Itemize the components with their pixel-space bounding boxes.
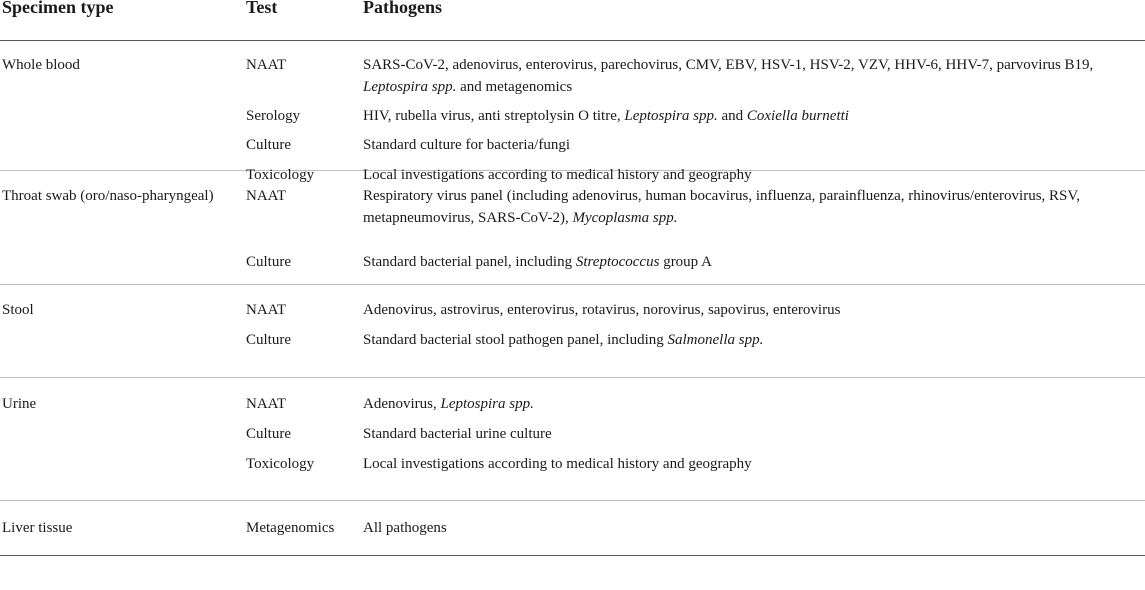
pathogen-name-italic: Coxiella burnetti [746, 108, 849, 124]
pathogens-cell [363, 185, 1145, 229]
pathogen-text: Standard culture for bacteria/fungi [363, 137, 570, 153]
pathogen-name-italic: Streptococcus [575, 254, 660, 270]
pathogens-cell [363, 105, 1145, 127]
pathogens-cell [363, 453, 1145, 475]
test-cell: Culture [246, 332, 291, 348]
pathogen-text: SARS-CoV-2, adenovirus, enterovirus, parechovirus, CMV, EBV, HSV-1, HSV-2, VZV, HHV-6, HHV-7, parvovirus B19, [363, 57, 1094, 73]
pathogen-text: All pathogens [363, 520, 447, 536]
specimen-type-cell: Stool [2, 302, 34, 318]
pathogen-name-italic: Mycoplasma spp. [572, 210, 678, 226]
header-specimen-type: Specimen type [2, 0, 114, 17]
pathogen-text: Adenovirus, [363, 396, 441, 412]
pathogens-cell [363, 393, 1145, 415]
pathogens-cell [363, 134, 1145, 156]
pathogen-text: Standard bacterial stool pathogen panel, including [363, 332, 668, 348]
test-cell: NAAT [246, 396, 286, 412]
pathogen-name-italic: Leptospira spp. [440, 396, 534, 412]
pathogen-name-italic: Leptospira spp. [363, 79, 457, 95]
test-cell: Serology [246, 108, 301, 124]
test-cell: Toxicology [246, 456, 315, 472]
pathogen-name-italic: Salmonella spp. [667, 332, 764, 348]
pathogens-cell [363, 54, 1145, 98]
pathogen-text: Standard bacterial urine culture [363, 426, 552, 442]
pathogen-text: Standard bacterial panel, including [363, 254, 576, 270]
pathogen-text: Adenovirus, astrovirus, enterovirus, rotavirus, norovirus, sapovirus, enterovirus [363, 302, 841, 318]
pathogen-text: and metagenomics [456, 79, 573, 95]
pathogen-text: HIV, rubella virus, anti streptolysin O titre, [363, 108, 625, 124]
pathogens-cell [363, 329, 1145, 351]
test-cell: Culture [246, 137, 291, 153]
table-body [0, 41, 1145, 556]
test-cell: Culture [246, 426, 291, 442]
test-cell: NAAT [246, 302, 286, 318]
header-pathogens: Pathogens [363, 0, 443, 17]
pathogen-text: Respiratory virus panel (including adenovirus, human bocavirus, influenza, parainfluenza, rhinovirus/enterovirus, RSV, metapneumovirus, SARS-CoV-2), [363, 188, 1081, 226]
table-group [0, 285, 1145, 378]
pathogen-text: group A [659, 254, 712, 270]
pathogens-cell [363, 299, 1145, 321]
pathogens-cell [363, 517, 1145, 539]
specimen-type-cell: Throat swab (oro/naso-pharyngeal) [2, 188, 214, 204]
pathogen-name-italic: Leptospira spp. [624, 108, 718, 124]
table-group [0, 378, 1145, 501]
test-cell: Culture [246, 254, 291, 270]
specimen-type-cell: Liver tissue [2, 520, 73, 536]
header-test: Test [246, 0, 278, 17]
test-cell: NAAT [246, 57, 286, 73]
table-group [0, 501, 1145, 556]
test-cell: NAAT [246, 188, 286, 204]
table-group [0, 171, 1145, 285]
table-header [0, 0, 1145, 41]
test-cell: Toxicology [246, 167, 315, 183]
pathogen-text: and [717, 108, 747, 124]
specimen-type-cell: Urine [2, 396, 37, 412]
pathogen-text: Local investigations according to medical history and geography [363, 167, 752, 183]
test-cell: Metagenomics [246, 520, 335, 536]
pathogen-text: Local investigations according to medical history and geography [363, 456, 752, 472]
pathogens-cell [363, 423, 1145, 445]
pathogens-cell [363, 251, 1145, 273]
table-group [0, 41, 1145, 183]
specimen-type-cell: Whole blood [2, 57, 80, 73]
